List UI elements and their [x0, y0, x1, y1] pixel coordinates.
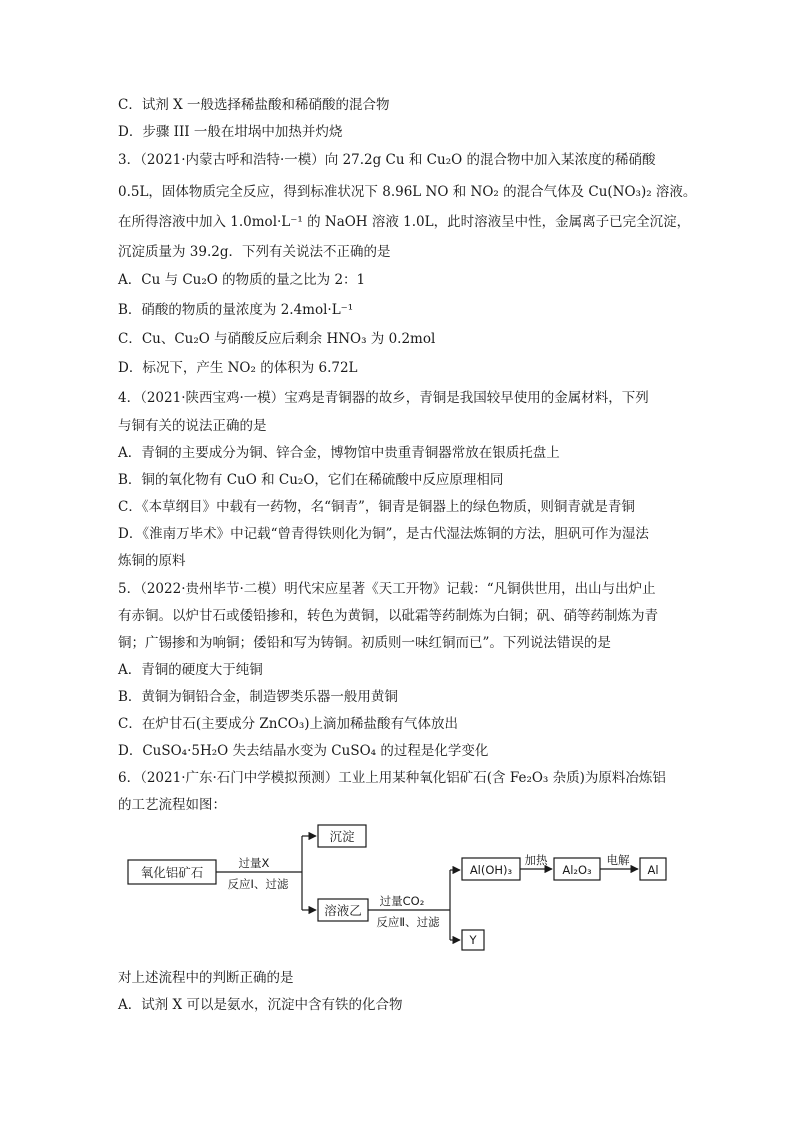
- option-d-q2: D．步骤 III 一般在坩埚中加热并灼烧: [118, 124, 343, 140]
- aloh3-label: Al(OH)₃: [469, 863, 513, 877]
- step1-bottom-label: 反应Ⅰ、过滤: [227, 877, 289, 891]
- option-d-q3: D．标况下，产生 NO₂ 的体积为 6.72L: [118, 360, 358, 376]
- question-3-stem-line-3: 在所得溶液中加入 1.0mol·L⁻¹ 的 NaOH 溶液 1.0L，此时溶液呈中性，金属离子已完全沉淀，: [118, 214, 691, 230]
- option-b-q4: B．铜的氧化物有 CuO 和 Cu₂O，它们在稀硫酸中反应原理相同: [118, 472, 504, 488]
- option-a-q3: A．Cu 与 Cu₂O 的物质的量之比为 2：1: [118, 272, 366, 288]
- question-4-stem-line-1: 4．（2021·陕西宝鸡·一模）宝鸡是青铜器的故乡，青铜是我国较早使用的金属材料，下列: [118, 390, 649, 406]
- question-5-stem-line-1: 5．（2022·贵州毕节·二模）明代宋应星著《天工开物》记载：“凡铜供世用，出山与出炉止: [118, 581, 656, 597]
- option-a-q6: A．试剂 X 可以是氨水，沉淀中含有铁的化合物: [118, 997, 403, 1013]
- option-d-q4-line-1: D．《淮南万毕术》中记载“曾青得铁则化为铜”，是古代湿法炼铜的方法，胆矾可作为湿法: [118, 526, 649, 542]
- option-c-q3: C．Cu、Cu₂O 与硝酸反应后剩余 HNO₃ 为 0.2mol: [118, 331, 436, 347]
- question-3-stem-line-1: 3．（2021·内蒙古呼和浩特·一模）向 27.2g Cu 和 Cu₂O 的混合物中加入某浓度的稀硝酸: [118, 152, 656, 168]
- option-c-q4: C．《本草纲目》中载有一药物，名“铜青”，铜青是铜器上的绿色物质，则铜青就是青铜: [118, 499, 635, 515]
- electrolysis-label: 电解: [606, 853, 630, 867]
- question-3-stem-line-2: 0.5L，固体物质完全反应，得到标准状况下 8.96L NO 和 NO₂ 的混合气体及 Cu(NO₃)₂ 溶液。: [118, 184, 697, 200]
- option-a-q5: A．青铜的硬度大于纯铜: [118, 662, 263, 678]
- option-c-q5: C．在炉甘石(主要成分 ZnCO₃)上滴加稀盐酸有气体放出: [118, 716, 459, 732]
- option-c-q2: C．试剂 X 一般选择稀盐酸和稀硝酸的混合物: [118, 97, 390, 113]
- option-b-q3: B．硝酸的物质的量浓度为 2.4mol·L⁻¹: [118, 302, 354, 318]
- step2-top-label: 过量CO₂: [379, 894, 425, 908]
- heat-label: 加热: [524, 853, 548, 867]
- option-a-q4: A．青铜的主要成分为铜、锌合金，博物馆中贵重青铜器常放在银质托盘上: [118, 445, 560, 461]
- question-6-prompt: 对上述流程中的判断正确的是: [118, 970, 294, 986]
- option-b-q5: B．黄铜为铜铅合金，制造锣类乐器一般用黄铜: [118, 689, 398, 705]
- ore-label: 氧化铝矿石: [140, 865, 204, 880]
- option-d-q5: D．CuSO₄·5H₂O 失去结晶水变为 CuSO₄ 的过程是化学变化: [118, 743, 489, 759]
- al-label: Al: [647, 863, 659, 877]
- question-4-stem-line-2: 与铜有关的说法正确的是: [118, 418, 267, 434]
- al2o3-label: Al₂O₃: [562, 863, 592, 877]
- question-3-stem-line-4: 沉淀质量为 39.2g．下列有关说法不正确的是: [118, 244, 391, 260]
- step1-top-label: 过量X: [238, 856, 270, 870]
- question-5-stem-line-3: 铜；广锡掺和为响铜；倭铅和写为铸铜。初质则一味红铜而已”。下列说法错误的是: [118, 635, 611, 651]
- process-flow-diagram: [120, 822, 680, 960]
- solution-label: 溶液乙: [324, 903, 362, 918]
- precipitate-label: 沉淀: [329, 829, 355, 844]
- y-label: Y: [469, 933, 477, 947]
- option-d-q4-line-2: 炼铜的原料: [118, 553, 186, 569]
- question-5-stem-line-2: 有赤铜。以炉甘石或倭铅掺和，转色为黄铜，以砒霜等药制炼为白铜；矾、硝等药制炼为青: [118, 608, 658, 624]
- step2-bottom-label: 反应Ⅱ、过滤: [376, 915, 440, 929]
- question-6-stem-line-2: 的工艺流程如图：: [118, 797, 226, 813]
- question-6-stem-line-1: 6．（2021·广东·石门中学模拟预测）工业上用某种氧化铝矿石(含 Fe₂O₃ 杂质)为原料冶炼铝: [118, 770, 666, 786]
